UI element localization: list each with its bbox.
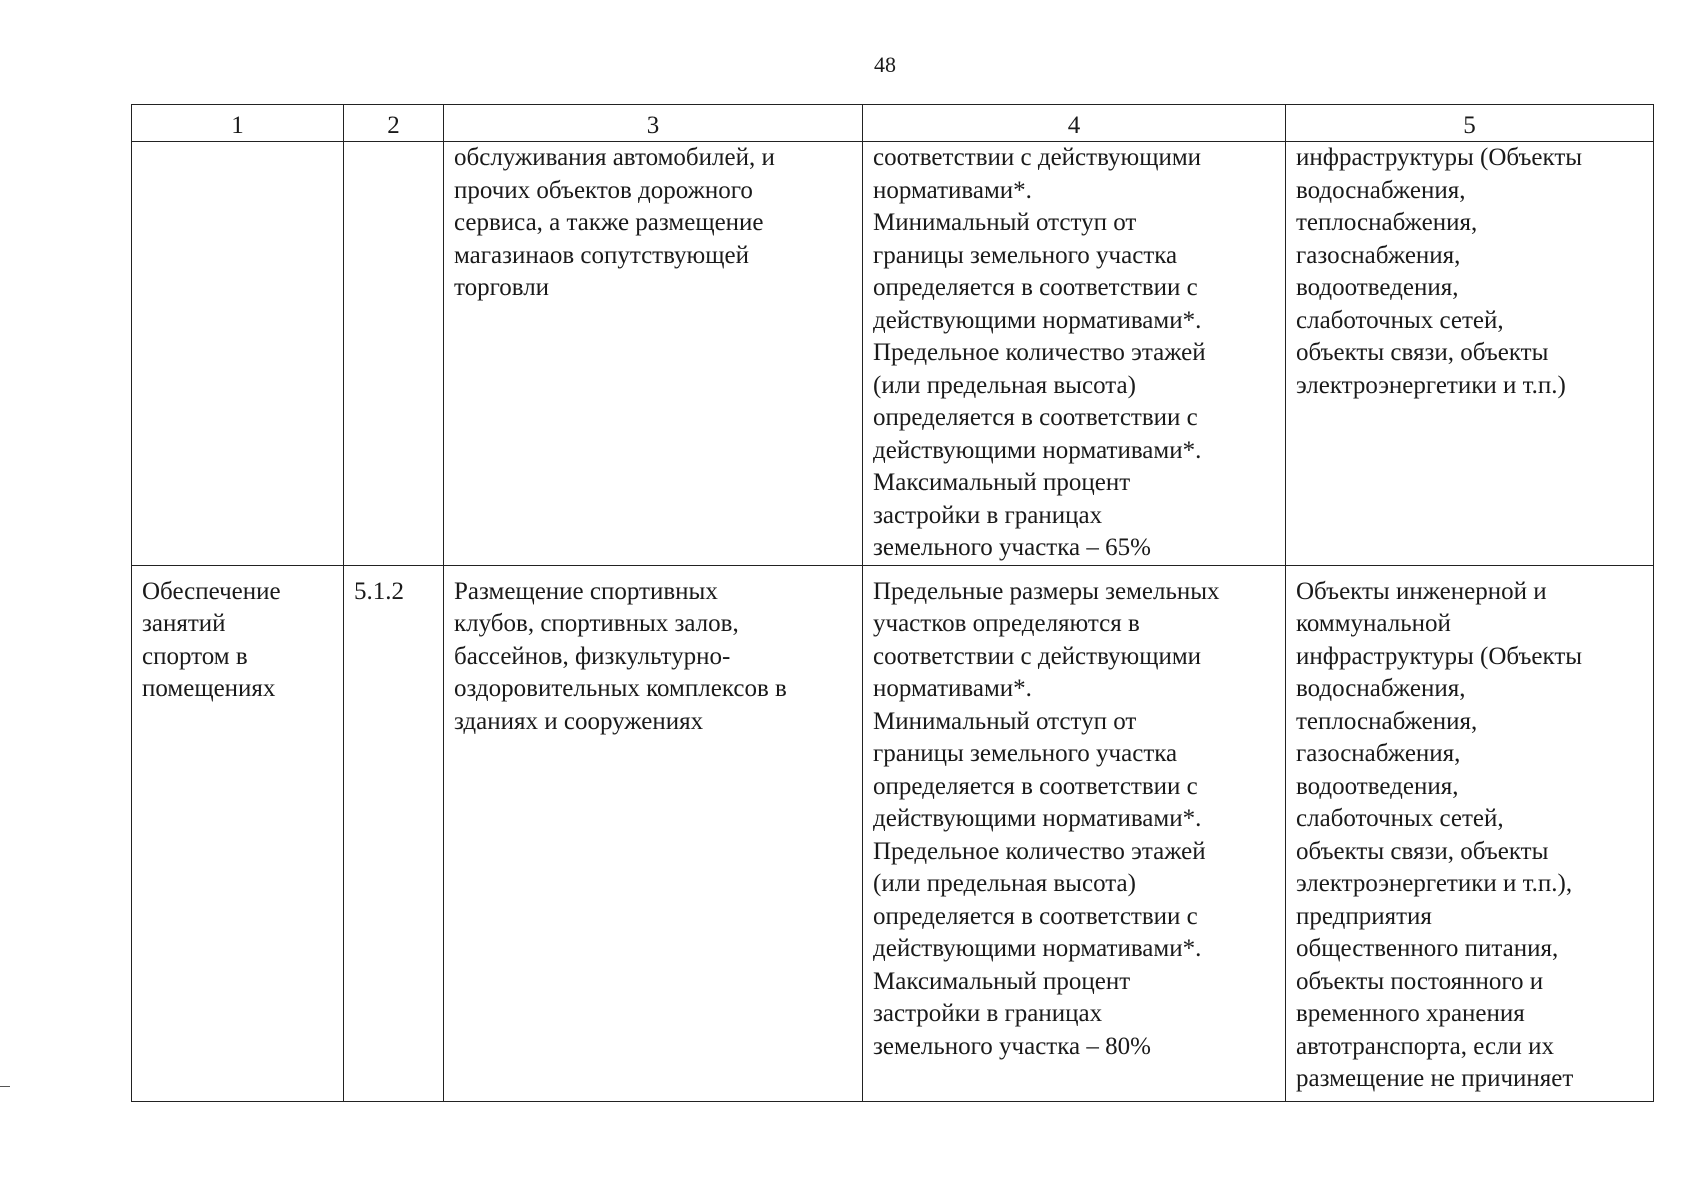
- page-number: 48: [874, 52, 896, 77]
- land-use-table: [131, 104, 1654, 1102]
- cell-code: [344, 565, 444, 1101]
- cell-description-text: обслуживания автомобилей, и прочих объектов дорожного сервиса, а также размещение магазинаов сопутствующей торговли: [454, 144, 775, 301]
- margin-mark: [0, 1086, 10, 1087]
- cell-description: [444, 565, 863, 1101]
- table-header-row: [132, 105, 1654, 142]
- cell-name: [132, 142, 344, 566]
- table-row: [132, 565, 1654, 1101]
- column-header-2: 2: [344, 105, 444, 142]
- cell-name-text: Обеспечение занятий спортом в помещениях: [142, 577, 281, 702]
- cell-parameters-text: соответствии с действующими нормативами*. Минимальный отступ от границы земельного участка определяется в соответствии с действующими нормативами*. Предельное количество этажей (или предельная высота) определяется в соответствии с действующими нормативами*. Максимальный процент застройки в границах земельного участка – 65%: [873, 144, 1206, 561]
- cell-parameters-text: Предельные размеры земельных участков определяются в соответствии с действующими нормативами*. Минимальный отступ от границы земельного участка определяется в соответствии с действующими нормативами*. Предельное количество этажей (или предельная высота) определяется в соответствии с действующими нормативами*. Максимальный процент застройки в границах земельного участка – 80%: [873, 577, 1220, 1060]
- column-header-1: 1: [132, 105, 344, 142]
- cell-code: [344, 142, 444, 566]
- column-header-5: 5: [1286, 105, 1654, 142]
- cell-auxiliary: [1286, 565, 1654, 1101]
- cell-name: [132, 565, 344, 1101]
- cell-auxiliary: [1286, 142, 1654, 566]
- table-row: [132, 142, 1654, 566]
- cell-description-text: Размещение спортивных клубов, спортивных залов, бассейнов, физкультурно- оздоровительных комплексов в зданиях и сооружениях: [454, 577, 787, 735]
- cell-parameters: [863, 142, 1286, 566]
- cell-description: [444, 142, 863, 566]
- cell-code-text: 5.1.2: [354, 577, 404, 605]
- cell-parameters: [863, 565, 1286, 1101]
- column-header-4: 4: [863, 105, 1286, 142]
- cell-auxiliary-text: Объекты инженерной и коммунальной инфраструктуры (Объекты водоснабжения, теплоснабжения, газоснабжения, водоотведения, слаботочных сетей, объекты связи, объекты электроэнергетики и т.п.), предприятия общественного питания, объекты постоянного и временного хранения автотранспорта, если их размещение не причиняет: [1296, 577, 1583, 1092]
- column-header-3: 3: [444, 105, 863, 142]
- cell-auxiliary-text: инфраструктуры (Объекты водоснабжения, теплоснабжения, газоснабжения, водоотведения, слаботочных сетей, объекты связи, объекты электроэнергетики и т.п.): [1296, 144, 1583, 399]
